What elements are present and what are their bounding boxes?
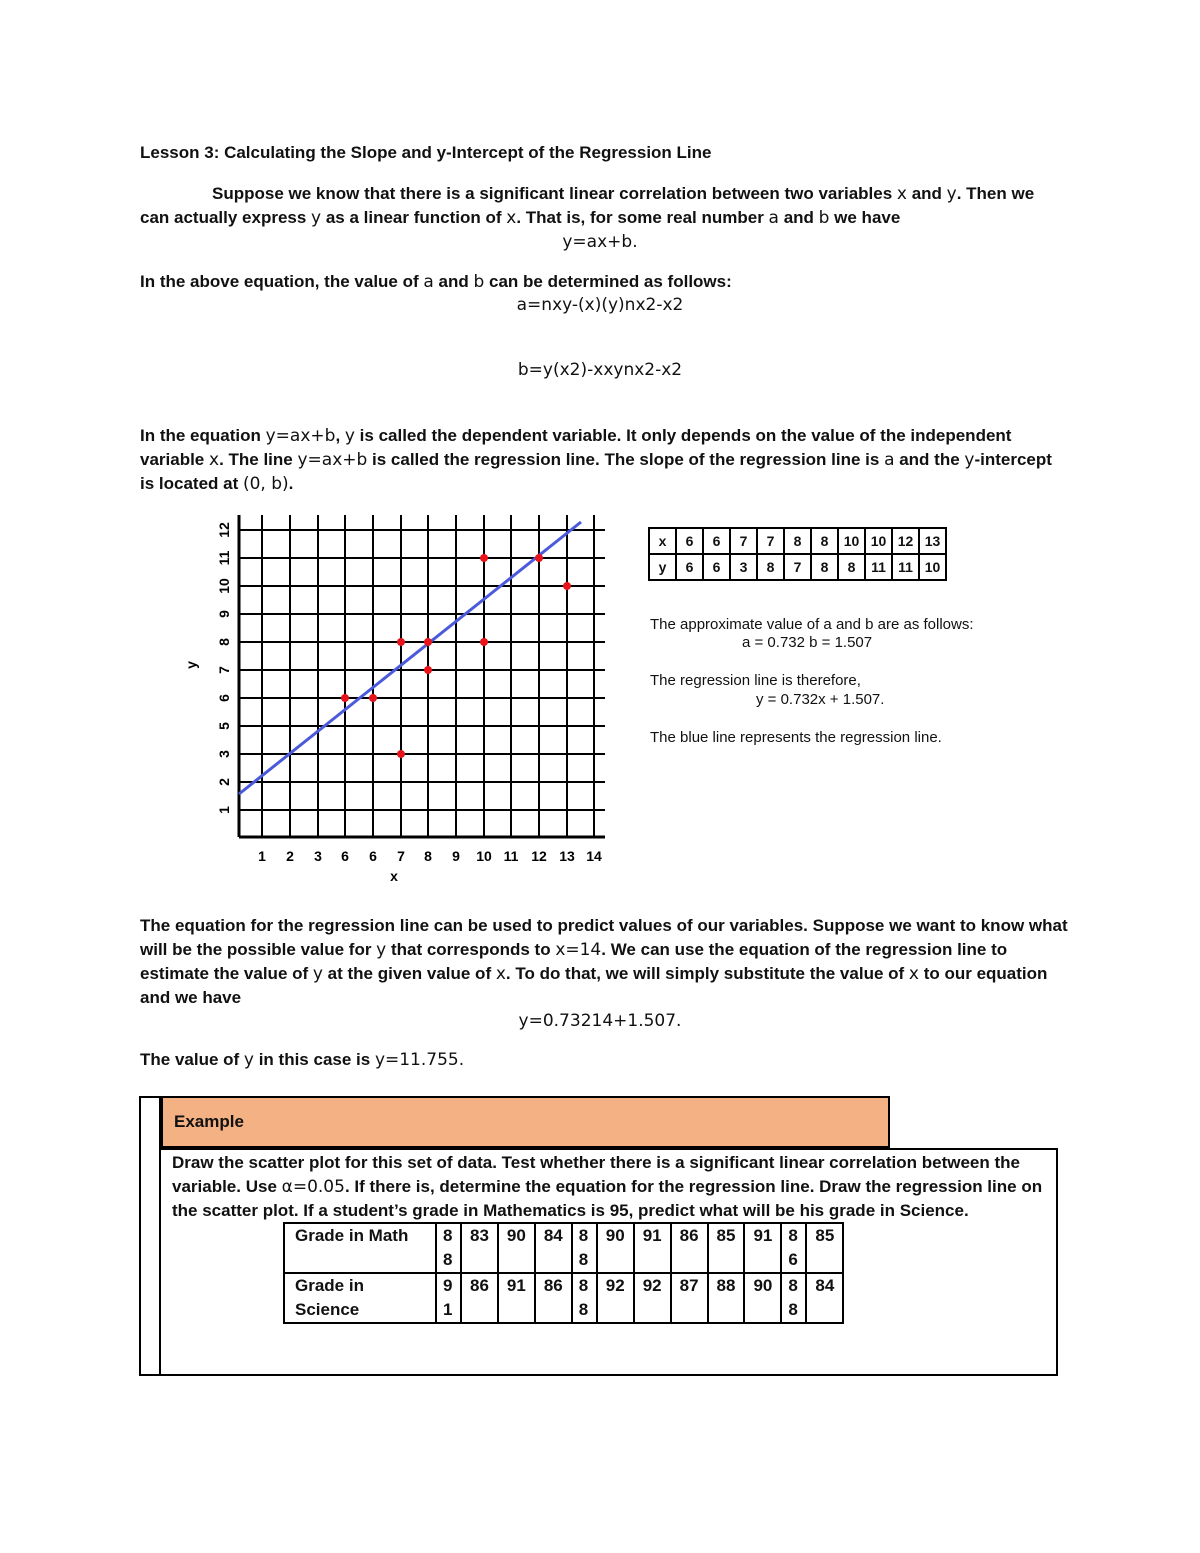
y-cell: 8 [811, 554, 838, 580]
var-y: y [344, 426, 355, 446]
x-cell: 12 [892, 528, 919, 554]
example-left-bar [139, 1096, 161, 1376]
y-cell: 6 [676, 554, 703, 580]
explain-text: . The line [219, 450, 298, 469]
explain-text: variable [140, 450, 209, 469]
data-point [397, 750, 405, 758]
x-tick-label: 8 [424, 848, 432, 864]
note-regression: The regression line is therefore, [650, 672, 861, 689]
intro-text: Suppose we know that there is a significant linear correlation between two variables [212, 184, 897, 203]
science-label: Grade in Science [284, 1273, 436, 1323]
explain-text: is located at [140, 474, 243, 493]
scatter-chart [180, 505, 620, 890]
coef-text: In the above equation, the value of [140, 272, 424, 291]
grade-digit: 85 [716, 1226, 736, 1245]
science-grade-cell [671, 1273, 708, 1323]
x-tick-label: 6 [341, 848, 349, 864]
data-point [424, 666, 432, 674]
grade-digit: 8 [788, 1300, 798, 1319]
intro-text: as a linear function of [321, 208, 507, 227]
y-tick-label: 11 [216, 550, 232, 566]
y-tick-label: 2 [216, 778, 232, 786]
grade-digit: 83 [470, 1226, 489, 1245]
equation-inline: x=14 [555, 940, 602, 960]
grade-digit: 8 [578, 1276, 589, 1295]
example-text-part: variable. Use [172, 1177, 282, 1196]
grade-digit: 91 [642, 1226, 662, 1245]
x-cell: 10 [865, 528, 892, 554]
predict-text: estimate the value of [140, 964, 313, 983]
y-tick-label: 7 [216, 666, 232, 674]
y-axis-label: y [183, 661, 199, 669]
y-cell: 6 [703, 554, 730, 580]
predict-text: will be the possible value for [140, 940, 377, 959]
intro-line-1 [212, 182, 1034, 206]
var-y: y [376, 940, 387, 960]
coef-text: can be determined as follows: [484, 272, 732, 291]
predict-text: at the given value of [322, 964, 496, 983]
predict-line-2 [140, 938, 1007, 962]
predict-text: . We can use the equation of the regression line to [601, 940, 1008, 959]
explain-text: In the equation [140, 426, 266, 445]
explain-line-1 [140, 424, 1011, 448]
predict-equation: y=0.73214+1.507. [518, 1011, 682, 1031]
grade-digit: 86 [679, 1226, 699, 1245]
math-grade-cell [744, 1223, 781, 1273]
example-line-3: the scatter plot. If a student’s grade in Mathematics is 95, predict what will be his grade in Science. [172, 1201, 969, 1220]
grade-digit: 8 [578, 1226, 589, 1245]
science-grade-cell [436, 1273, 461, 1323]
predict-line-3 [140, 962, 1047, 986]
science-grade-cell [744, 1273, 781, 1323]
equation-line: y=ax+b. [562, 232, 638, 252]
predict-text: in this case is [253, 1050, 375, 1069]
x-cell: 6 [676, 528, 703, 554]
x-tick-label: 11 [503, 848, 519, 864]
x-tick-label: 1 [258, 848, 266, 864]
grade-digit: 1 [443, 1300, 453, 1319]
y-cell: 8 [838, 554, 865, 580]
science-grade-cell [597, 1273, 634, 1323]
intro-text: and [906, 184, 947, 203]
math-grade-cell [806, 1223, 843, 1273]
grade-digit: 8 [578, 1250, 589, 1269]
var-x: x [506, 208, 517, 228]
y-tick-label: 8 [216, 638, 232, 646]
math-grade-cell [572, 1223, 597, 1273]
data-point [563, 582, 571, 590]
grade-digit: 9 [443, 1276, 453, 1295]
y-tick-label: 3 [216, 750, 232, 758]
grade-digit: 8 [578, 1300, 589, 1319]
science-grade-cell [461, 1273, 498, 1323]
science-grade-cell [535, 1273, 572, 1323]
x-axis-label: x [390, 868, 398, 884]
predict-text: The value of [140, 1050, 244, 1069]
x-cell: 8 [811, 528, 838, 554]
x-tick-label: 13 [559, 848, 575, 864]
explain-line-2 [140, 448, 1052, 472]
explain-line-3 [140, 472, 293, 496]
x-cell: 13 [919, 528, 946, 554]
data-point [341, 694, 349, 702]
math-row [284, 1223, 843, 1273]
science-grade-cell [498, 1273, 535, 1323]
x-tick-label: 9 [452, 848, 460, 864]
equation-inline: y=11.755. [374, 1050, 465, 1070]
note-regression-eq: y = 0.732x + 1.507. [756, 691, 885, 708]
var-x: x [495, 964, 506, 984]
lesson-title: Lesson 3: Calculating the Slope and y-Intercept of the Regression Line [140, 143, 712, 162]
data-point [397, 638, 405, 646]
science-grade-cell [634, 1273, 671, 1323]
explain-text: . [288, 474, 294, 493]
predict-text: . To do that, we will simply substitute the value of [505, 964, 909, 983]
math-grade-cell [671, 1223, 708, 1273]
var-y: y [243, 1050, 254, 1070]
var-x: x [896, 184, 907, 204]
science-grade-cell [572, 1273, 597, 1323]
grade-digit: 86 [543, 1276, 563, 1295]
grade-digit: 86 [470, 1276, 489, 1295]
y-tick-label: 5 [216, 722, 232, 730]
y-row [649, 554, 946, 580]
grade-digit: 88 [716, 1276, 736, 1295]
explain-text: is called the regression line. The slope of the regression line is [367, 450, 885, 469]
math-label: Grade in Math [284, 1223, 436, 1273]
y-cell: 11 [865, 554, 892, 580]
explain-text: -intercept [974, 450, 1052, 469]
intro-text: . That is, for some real number [516, 208, 769, 227]
x-tick-label: 12 [531, 848, 547, 864]
explain-text: is called the dependent variable. It only depends on the value of the independent [354, 426, 1012, 445]
equation-inline: y=ax+b [297, 450, 368, 470]
math-grade-cell [708, 1223, 745, 1273]
var-y: y [946, 184, 957, 204]
coef-text: and [433, 272, 474, 291]
science-grade-cell [708, 1273, 745, 1323]
x-cell: 7 [757, 528, 784, 554]
data-point [369, 694, 377, 702]
predict-line-4: and we have [140, 988, 242, 1007]
note-blue-line: The blue line represents the regression line. [650, 729, 942, 746]
equation-b: b=y(x2)-xxynx2-x2 [517, 360, 683, 380]
grade-digit: 8 [788, 1276, 798, 1295]
y-cell: 10 [919, 554, 946, 580]
grade-digit: 84 [815, 1276, 835, 1295]
intro-line-2 [140, 206, 900, 230]
intro-text: . Then we [956, 184, 1035, 203]
var-b: b [818, 208, 830, 228]
x-row [649, 528, 946, 554]
y-cell: 11 [892, 554, 919, 580]
explain-text: , [335, 426, 345, 445]
science-grade-cell [806, 1273, 843, 1323]
var-y: y [964, 450, 975, 470]
x-tick-label: 3 [314, 848, 322, 864]
var-y: y [311, 208, 322, 228]
data-point [424, 638, 432, 646]
x-cell: 10 [838, 528, 865, 554]
note-approx: The approximate value of a and b are as follows: [650, 616, 974, 633]
var-a: a [884, 450, 895, 470]
note-ab-values: a = 0.732 b = 1.507 [742, 634, 873, 651]
x-tick-label: 6 [369, 848, 377, 864]
x-cell: 7 [730, 528, 757, 554]
grade-digit: 92 [605, 1276, 625, 1295]
math-grade-cell [597, 1223, 634, 1273]
math-grade-cell [781, 1223, 806, 1273]
grade-digit: 90 [753, 1276, 773, 1295]
grade-digit: 8 [443, 1250, 453, 1269]
intro-text: can actually express [140, 208, 312, 227]
grade-digit: 92 [642, 1276, 662, 1295]
grade-digit: 84 [543, 1226, 563, 1245]
var-x: x [209, 450, 220, 470]
grade-digit: 85 [815, 1226, 835, 1245]
predict-line-1: The equation for the regression line can be used to predict values of our variables. Suppose we want to know what [140, 916, 1068, 935]
grade-digit: 87 [679, 1276, 699, 1295]
y-tick-label: 10 [216, 578, 232, 594]
intro-text: and [778, 208, 819, 227]
data-point [480, 554, 488, 562]
grade-digit: 90 [605, 1226, 625, 1245]
intro-text: we have [829, 208, 901, 227]
xy-data-table [648, 527, 947, 581]
x-tick-label: 2 [286, 848, 294, 864]
science-row [284, 1273, 843, 1323]
var-a: a [423, 272, 434, 292]
predict-text: that corresponds to [386, 940, 556, 959]
data-point [535, 554, 543, 562]
grade-digit: 90 [506, 1226, 526, 1245]
y-cell: 3 [730, 554, 757, 580]
explain-text: and the [894, 450, 965, 469]
example-line-2 [172, 1175, 1052, 1199]
grade-digit: 8 [443, 1226, 453, 1245]
math-grade-cell [436, 1223, 461, 1273]
y-tick-label: 1 [216, 806, 232, 814]
grade-digit: 91 [753, 1226, 773, 1245]
math-grade-cell [634, 1223, 671, 1273]
math-grade-cell [498, 1223, 535, 1273]
example-line-1: Draw the scatter plot for this set of data. Test whether there is a significant linear correlation between the [172, 1153, 1020, 1172]
example-text [172, 1151, 1052, 1223]
y-tick-label: 6 [216, 694, 232, 702]
math-grade-cell [461, 1223, 498, 1273]
math-grade-cell [535, 1223, 572, 1273]
y-header: y [649, 554, 676, 580]
x-cell: 6 [703, 528, 730, 554]
example-heading: Example [174, 1112, 244, 1131]
x-cell: 8 [784, 528, 811, 554]
grade-digit: 91 [506, 1276, 526, 1295]
predict-text: to our equation [918, 964, 1048, 983]
equation-inline: y=ax+b [265, 426, 336, 446]
coef-intro [140, 270, 732, 294]
var-x: x [908, 964, 919, 984]
x-tick-label: 14 [586, 848, 602, 864]
y-cell: 8 [757, 554, 784, 580]
example-text-part: . If there is, determine the equation for the regression line. Draw the regression line on [344, 1177, 1043, 1196]
x-tick-label: 10 [476, 848, 492, 864]
var-a: a [768, 208, 779, 228]
y-cell: 7 [784, 554, 811, 580]
y-tick-label: 9 [216, 610, 232, 618]
grade-digit: 6 [788, 1250, 798, 1269]
point-inline: (0, b) [242, 474, 289, 494]
equation-a: a=nxy-(x)(y)nx2-x2 [516, 295, 684, 315]
example-header [161, 1096, 890, 1148]
alpha-value: α=0.05 [281, 1177, 345, 1197]
x-header: x [649, 528, 676, 554]
var-y: y [312, 964, 323, 984]
data-point [480, 638, 488, 646]
predict-result [140, 1048, 464, 1072]
var-b: b [473, 272, 485, 292]
science-grade-cell [781, 1273, 806, 1323]
y-tick-label: 12 [216, 522, 232, 538]
grade-digit: 8 [788, 1226, 798, 1245]
grades-table [283, 1222, 844, 1324]
x-tick-label: 7 [397, 848, 405, 864]
